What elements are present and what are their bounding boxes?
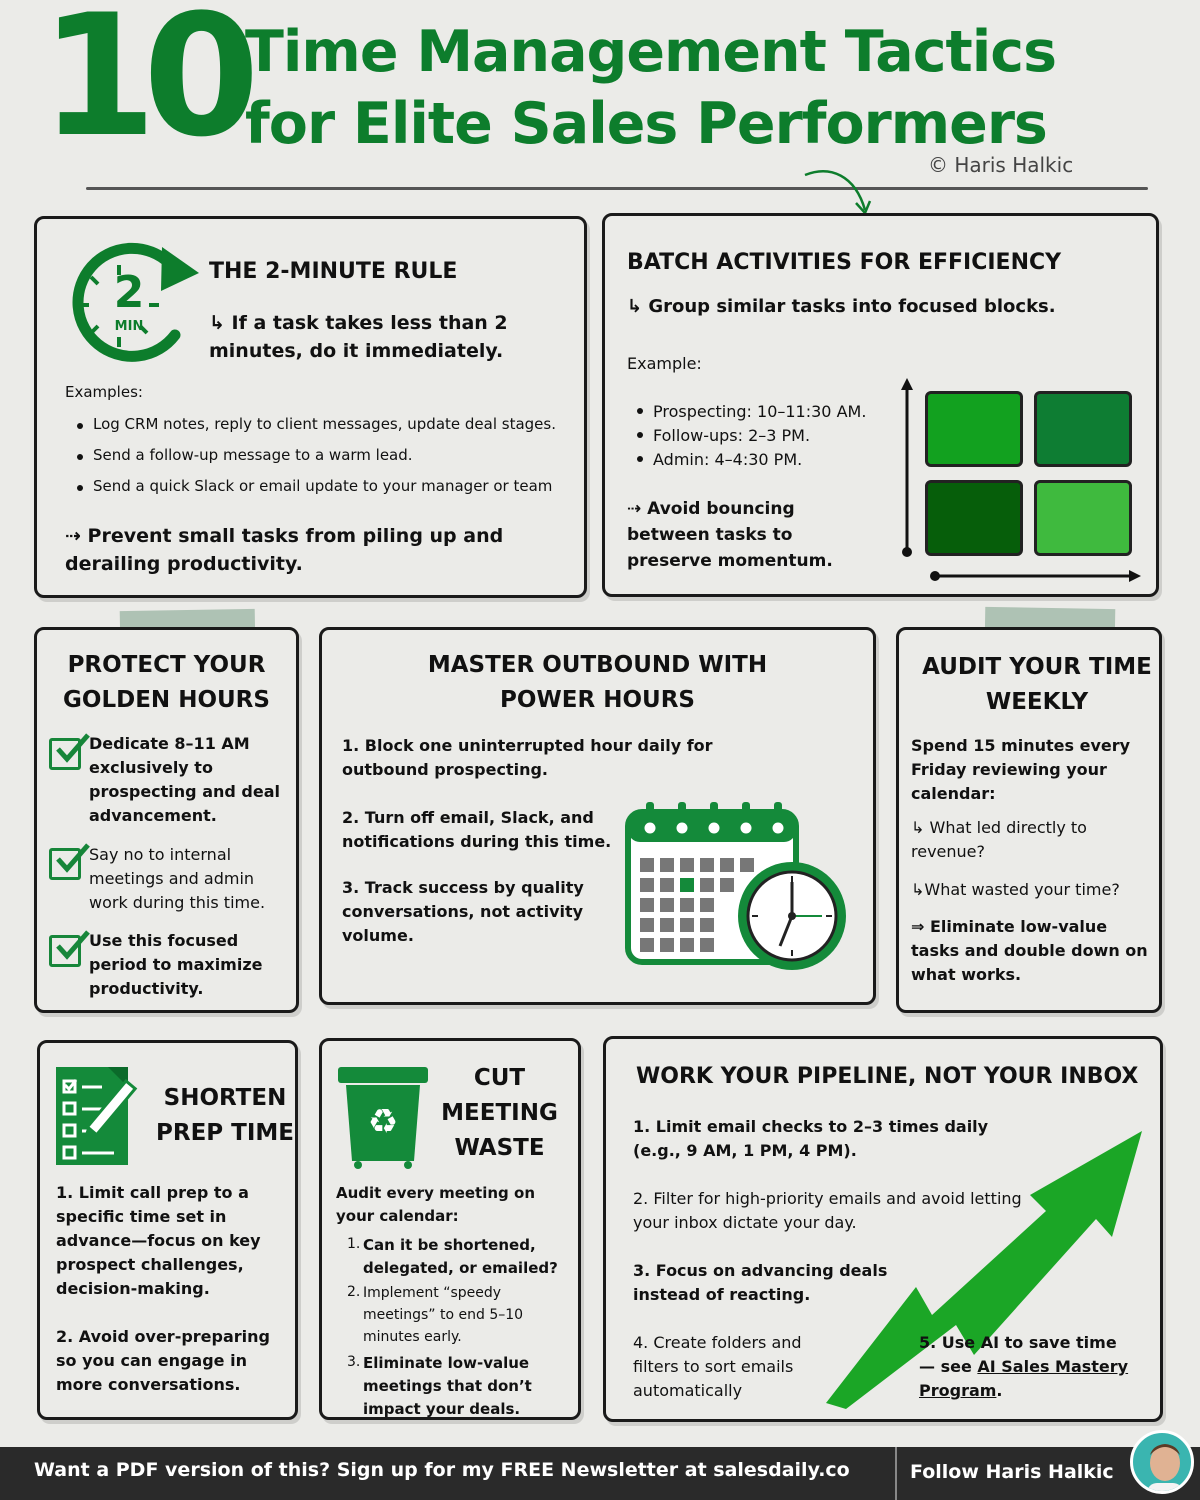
recycle-bin-icon xyxy=(336,1061,430,1169)
arrow-icon xyxy=(800,165,880,220)
batch-activities-card xyxy=(602,213,1159,597)
golden-title-line1: PROTECT YOUR xyxy=(67,652,266,678)
checklist-pencil-icon xyxy=(52,1061,162,1169)
list-item: Log CRM notes, reply to client messages, update deal stages. xyxy=(67,415,577,433)
batch-takeaway: ⇢ Avoid bouncing between tasks to preserve momentum. xyxy=(627,499,833,571)
batch-list xyxy=(627,400,897,472)
header-title-line2: for Elite Sales Performers xyxy=(245,91,1047,157)
golden-title-line2: GOLDEN HOURS xyxy=(63,687,270,713)
outbound-item-2: 2. Turn off email, Slack, and notifications during this time. xyxy=(342,808,612,851)
footer-cta[interactable]: Want a PDF version of this? Sign up for my FREE Newsletter at salesdaily.co xyxy=(34,1459,850,1481)
matrix-cell-4 xyxy=(1034,480,1132,556)
pipeline-item-3: 3. Focus on advancing deals instead of reacting. xyxy=(633,1261,888,1304)
meeting-item-3: Eliminate low-value meetings that don’t impact your deals. xyxy=(363,1354,532,1418)
pipeline-card xyxy=(603,1036,1163,1422)
timer-unit: MIN xyxy=(114,319,144,334)
audit-question-1: ↳ What led directly to revenue? xyxy=(911,818,1087,861)
batch-title: BATCH ACTIVITIES FOR EFFICIENCY xyxy=(627,250,1062,275)
batch-rule: ↳ Group similar tasks into focused blocks. xyxy=(627,296,1056,317)
pipeline-item-5-prefix: 5. Use AI to save time — see xyxy=(919,1333,1117,1376)
audit-title-line1: AUDIT YOUR TIME xyxy=(922,654,1152,680)
meeting-item-2-num: 2. xyxy=(347,1284,361,1300)
follow-link[interactable]: Follow Haris Halkic xyxy=(910,1461,1114,1483)
checkbox-checked-icon xyxy=(49,848,81,880)
prep-item-1: 1. Limit call prep to a specific time set in advance—focus on key prospect challenges, decision-making. xyxy=(56,1183,261,1298)
golden-hours-card xyxy=(34,627,299,1013)
meeting-title-line3: WASTE xyxy=(454,1135,545,1161)
two-minute-examples-label: Examples: xyxy=(65,383,143,401)
meeting-intro: Audit every meeting on your calendar: xyxy=(336,1184,535,1225)
list-item: Send a quick Slack or email update to your manager or team xyxy=(67,477,577,495)
checkbox-checked-icon xyxy=(49,738,81,770)
svg-text:♻: ♻ xyxy=(367,1102,399,1142)
meeting-item-1: Can it be shortened, delegated, or emailed? xyxy=(363,1236,558,1277)
header-divider xyxy=(86,187,1148,190)
header-copyright: © Haris Halkic xyxy=(928,153,1074,177)
meeting-item-3-num: 3. xyxy=(347,1354,361,1370)
list-item: Admin: 4–4:30 PM. xyxy=(627,448,897,472)
golden-item-2: Say no to internal meetings and admin work during this time. xyxy=(89,845,266,912)
pipeline-item-5 xyxy=(919,1331,1129,1403)
pipeline-item-5-suffix: . xyxy=(996,1381,1003,1400)
two-minute-examples-list xyxy=(67,415,577,495)
pipeline-title: WORK YOUR PIPELINE, NOT YOUR INBOX xyxy=(636,1064,1139,1089)
prep-item-2: 2. Avoid over-preparing so you can engage in more conversations. xyxy=(56,1327,270,1394)
list-item: Send a follow-up message to a warm lead. xyxy=(67,446,577,464)
meeting-item-1-num: 1. xyxy=(347,1236,361,1252)
prep-title-line1: SHORTEN xyxy=(163,1085,287,1111)
golden-item-3: Use this focused period to maximize productivity. xyxy=(89,931,263,998)
two-minute-takeaway: ⇢ Prevent small tasks from piling up and derailing productivity. xyxy=(65,525,504,575)
outbound-item-3: 3. Track success by quality conversations, not activity volume. xyxy=(342,878,584,945)
meeting-waste-card xyxy=(319,1038,581,1420)
avatar xyxy=(1130,1430,1194,1494)
outbound-power-hours-card xyxy=(319,627,876,1005)
meeting-item-2: Implement “speedy meetings” to end 5–10 minutes early. xyxy=(363,1285,524,1345)
timer-number: 2 xyxy=(113,267,145,318)
pipeline-item-2: 2. Filter for high-priority emails and avoid letting your inbox dictate your day. xyxy=(633,1189,1022,1232)
header-big-number: 10 xyxy=(40,0,246,174)
outbound-title-line1: MASTER OUTBOUND WITH xyxy=(427,652,768,678)
calendar-clock-icon xyxy=(622,800,862,980)
audit-time-card xyxy=(896,627,1162,1013)
matrix-cell-2 xyxy=(1034,391,1132,467)
checkbox-checked-icon xyxy=(49,935,81,967)
header-title-line1: Time Management Tactics xyxy=(245,19,1057,85)
batch-example-label: Example: xyxy=(627,354,702,373)
golden-item-1: Dedicate 8–11 AM exclusively to prospecting and deal advancement. xyxy=(89,734,280,825)
audit-intro: Spend 15 minutes every Friday reviewing your calendar: xyxy=(911,736,1131,803)
footer-divider xyxy=(895,1447,897,1500)
meeting-title-line1: CUT xyxy=(473,1065,526,1091)
matrix-cell-3 xyxy=(925,480,1023,556)
prep-time-card xyxy=(37,1040,298,1420)
two-minute-title: THE 2-MINUTE RULE xyxy=(209,259,458,284)
outbound-title-line2: POWER HOURS xyxy=(500,687,695,713)
ai-sales-mastery-link[interactable]: AI Sales Mastery Program xyxy=(919,1357,1129,1400)
matrix-cell-1 xyxy=(925,391,1023,467)
meeting-title-line2: MEETING xyxy=(441,1100,558,1126)
prep-title-line2: PREP TIME xyxy=(156,1120,294,1146)
audit-question-2: ↳What wasted your time? xyxy=(911,880,1120,899)
pipeline-item-1: 1. Limit email checks to 2–3 times daily (e.g., 9 AM, 1 PM, 4 PM). xyxy=(633,1117,989,1160)
pipeline-item-4: 4. Create folders and filters to sort emails automatically xyxy=(633,1333,802,1400)
two-minute-rule-card xyxy=(34,216,587,598)
two-minute-rule: ↳ If a task takes less than 2 minutes, do it immediately. xyxy=(209,312,508,362)
audit-takeaway: ⇒ Eliminate low-value tasks and double down on what works. xyxy=(911,917,1148,984)
audit-title-line2: WEEKLY xyxy=(985,689,1089,715)
list-item: Follow-ups: 2–3 PM. xyxy=(627,424,897,448)
list-item: Prospecting: 10–11:30 AM. xyxy=(627,400,897,424)
outbound-item-1: 1. Block one uninterrupted hour daily for outbound prospecting. xyxy=(342,736,713,779)
